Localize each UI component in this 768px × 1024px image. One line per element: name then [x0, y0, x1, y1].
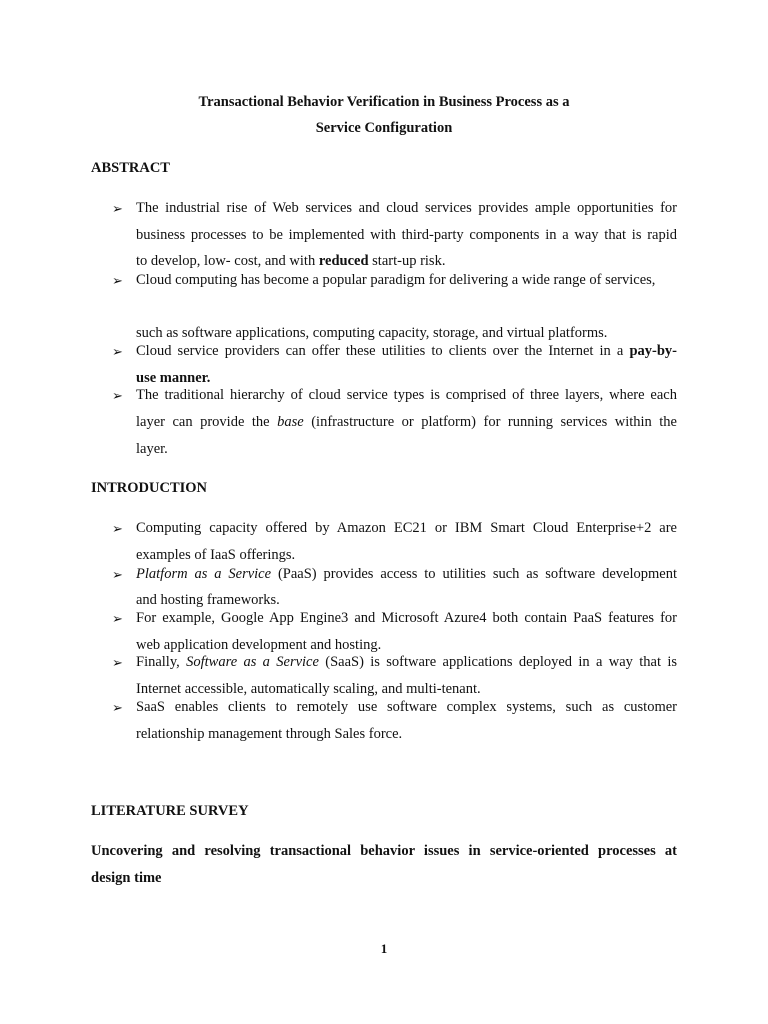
introduction-bullet-5-line-2: relationship management through Sales force.	[136, 726, 403, 742]
abstract-bullet-1-line-3: to develop, low- cost, and with reduced start-up risk.	[136, 253, 446, 269]
bullet-arrow-icon: ➢	[112, 700, 123, 715]
abstract-bullet-3-line-2: use manner.	[136, 370, 211, 386]
document-title-line-2: Service Configuration	[315, 120, 453, 136]
abstract-bullet-4-line-1: The traditional hierarchy of cloud service types is comprised of three layers, where each	[136, 387, 677, 403]
introduction-bullet-1-line-1: Computing capacity offered by Amazon EC21 or IBM Smart Cloud Enterprise+2 are	[136, 520, 677, 536]
bullet-arrow-icon: ➢	[112, 388, 123, 403]
bullet-arrow-icon: ➢	[112, 611, 123, 626]
literature-survey-heading: LITERATURE SURVEY	[91, 803, 249, 819]
introduction-bullet-4-line-2: Internet accessible, automatically scaling, and multi-tenant.	[136, 681, 481, 697]
introduction-heading: INTRODUCTION	[91, 480, 208, 496]
bullet-arrow-icon: ➢	[112, 655, 123, 670]
introduction-bullet-1-line-2: examples of IaaS offerings.	[136, 547, 296, 563]
abstract-bullet-2-line-1: Cloud computing has become a popular paradigm for delivering a wide range of services,	[136, 272, 656, 288]
literature-subheading-line-2: design time	[91, 870, 162, 886]
introduction-bullet-2-line-1: Platform as a Service (PaaS) provides access to utilities such as software development	[136, 566, 677, 582]
bullet-arrow-icon: ➢	[112, 273, 123, 288]
introduction-bullet-3-line-2: web application development and hosting.	[136, 637, 382, 653]
abstract-bullet-4-line-2: layer can provide the base (infrastructure or platform) for running services within the	[136, 414, 677, 430]
document-title-line-1: Transactional Behavior Verification in Business Process as a	[198, 94, 570, 110]
introduction-bullet-2-line-2: and hosting frameworks.	[136, 592, 280, 608]
abstract-bullet-1-line-2: business processes to be implemented with third-party components in a way that is rapid	[136, 227, 677, 243]
literature-subheading-line-1: Uncovering and resolving transactional behavior issues in service-oriented processes at	[91, 843, 677, 859]
bullet-arrow-icon: ➢	[112, 344, 123, 359]
abstract-bullet-2-line-2: such as software applications, computing capacity, storage, and virtual platforms.	[136, 325, 608, 341]
abstract-bullet-4-line-3: layer.	[136, 441, 168, 457]
introduction-bullet-5-line-1: SaaS enables clients to remotely use software complex systems, such as customer	[136, 699, 677, 715]
bullet-arrow-icon: ➢	[112, 567, 123, 582]
abstract-bullet-3-line-1: Cloud service providers can offer these utilities to clients over the Internet in a pay-by-	[136, 343, 677, 359]
bullet-arrow-icon: ➢	[112, 521, 123, 536]
introduction-bullet-3-line-1: For example, Google App Engine3 and Microsoft Azure4 both contain PaaS features for	[136, 610, 677, 626]
page-number: 1	[380, 941, 388, 956]
bullet-arrow-icon: ➢	[112, 201, 123, 216]
abstract-bullet-1-line-1: The industrial rise of Web services and cloud services provides ample opportunities for	[136, 200, 677, 216]
introduction-bullet-4-line-1: Finally, Software as a Service (SaaS) is software applications deployed in a way that is	[136, 654, 677, 670]
abstract-heading: ABSTRACT	[91, 160, 170, 176]
